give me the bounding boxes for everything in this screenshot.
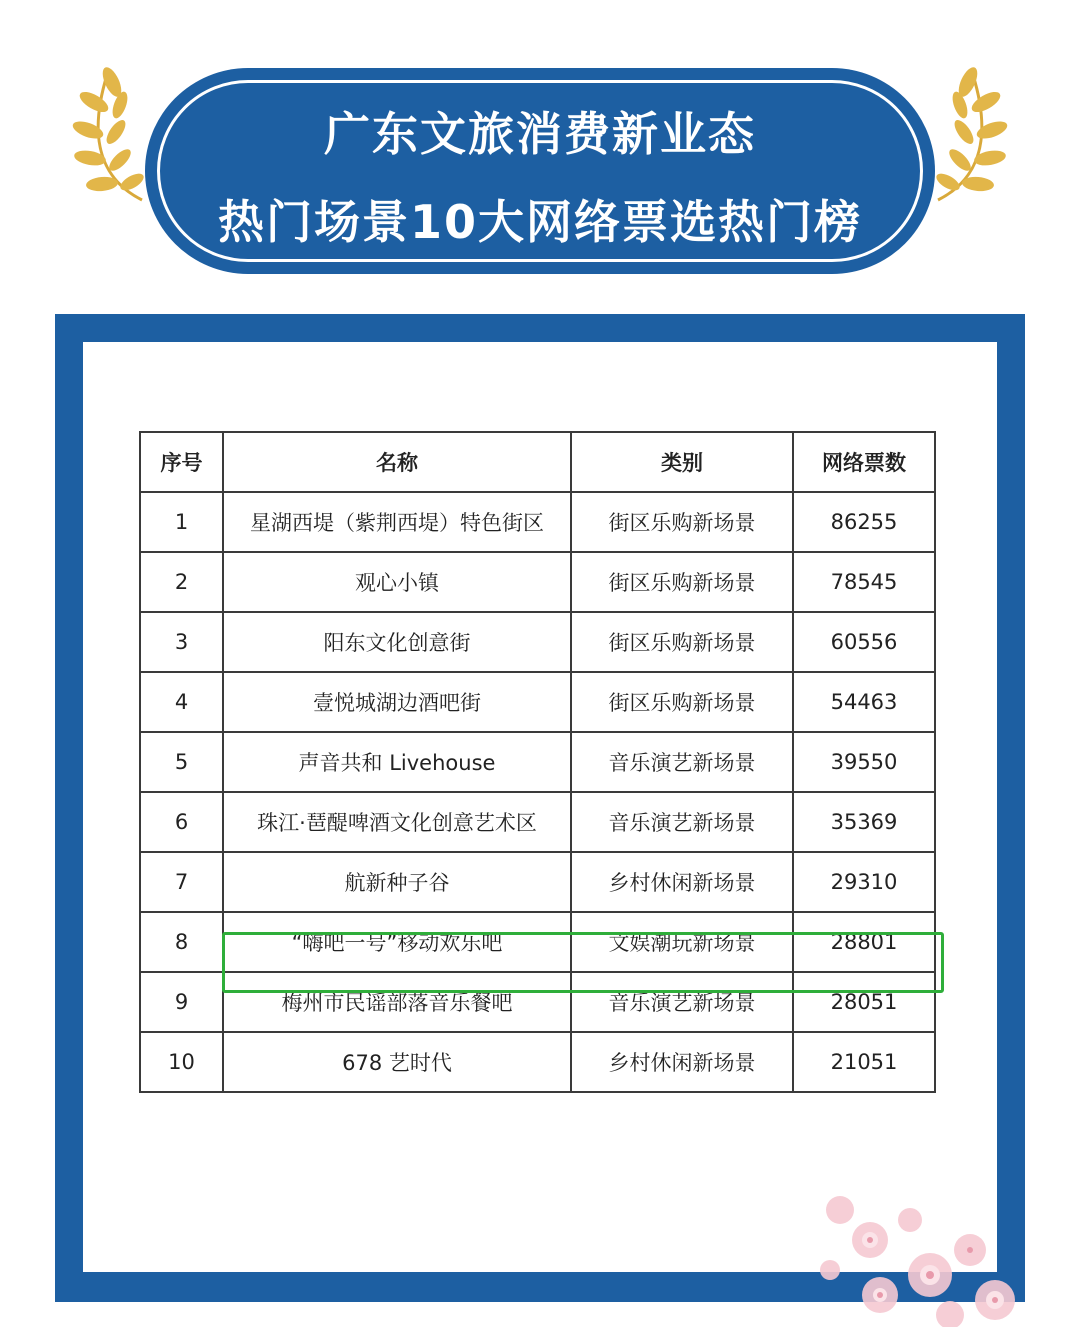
cell-votes: 60556 [793, 612, 935, 672]
cell-name: 航新种子谷 [223, 852, 571, 912]
table-row [140, 852, 935, 912]
cell-category: 音乐演艺新场景 [571, 732, 793, 792]
cell-category: 街区乐购新场景 [571, 672, 793, 732]
cell-votes: 21051 [793, 1032, 935, 1092]
cell-votes: 35369 [793, 792, 935, 852]
header-no: 序号 [140, 432, 223, 492]
cell-name: 阳东文化创意街 [223, 612, 571, 672]
cell-votes: 78545 [793, 552, 935, 612]
title-line-1: 广东文旅消费新业态 [324, 107, 756, 161]
table-row [140, 792, 935, 852]
cell-name: 珠江·琶醍啤酒文化创意艺术区 [223, 792, 571, 852]
cell-no: 3 [140, 612, 223, 672]
table-row [140, 972, 935, 1032]
table-row [140, 492, 935, 552]
cell-name: 星湖西堤（紫荆西堤）特色街区 [223, 492, 571, 552]
header-category: 类别 [571, 432, 793, 492]
cell-votes: 54463 [793, 672, 935, 732]
table-header-row [140, 432, 935, 492]
header-votes: 网络票数 [793, 432, 935, 492]
cell-category: 街区乐购新场景 [571, 492, 793, 552]
cell-name: 观心小镇 [223, 552, 571, 612]
cell-no: 2 [140, 552, 223, 612]
cell-name: “嗨吧一号”移动欢乐吧 [223, 912, 571, 972]
table-row [140, 732, 935, 792]
cell-category: 乡村休闲新场景 [571, 1032, 793, 1092]
cell-name: 声音共和 Livehouse [223, 732, 571, 792]
cell-votes: 28801 [793, 912, 935, 972]
ranking-table [139, 431, 936, 1093]
table-row [140, 1032, 935, 1092]
cell-no: 8 [140, 912, 223, 972]
cell-name: 壹悦城湖边酒吧街 [223, 672, 571, 732]
cell-votes: 86255 [793, 492, 935, 552]
cell-no: 5 [140, 732, 223, 792]
cell-category: 街区乐购新场景 [571, 612, 793, 672]
cell-name: 梅州市民谣部落音乐餐吧 [223, 972, 571, 1032]
title-line-2: 热门场景10大网络票选热门榜 [217, 195, 862, 249]
cell-category: 音乐演艺新场景 [571, 792, 793, 852]
table-row [140, 612, 935, 672]
cell-category: 乡村休闲新场景 [571, 852, 793, 912]
cell-votes: 29310 [793, 852, 935, 912]
table-row-highlighted [140, 912, 935, 972]
cell-votes: 39550 [793, 732, 935, 792]
cell-votes: 28051 [793, 972, 935, 1032]
cell-name: 678 艺时代 [223, 1032, 571, 1092]
header-name: 名称 [223, 432, 571, 492]
cell-no: 6 [140, 792, 223, 852]
cell-category: 街区乐购新场景 [571, 552, 793, 612]
cell-no: 10 [140, 1032, 223, 1092]
cell-no: 9 [140, 972, 223, 1032]
cell-no: 1 [140, 492, 223, 552]
cell-no: 7 [140, 852, 223, 912]
cell-category: 音乐演艺新场景 [571, 972, 793, 1032]
cell-category: 文娱潮玩新场景 [571, 912, 793, 972]
table-row [140, 552, 935, 612]
table-row [140, 672, 935, 732]
cherry-blossom-icon [800, 1180, 1030, 1327]
cell-no: 4 [140, 672, 223, 732]
